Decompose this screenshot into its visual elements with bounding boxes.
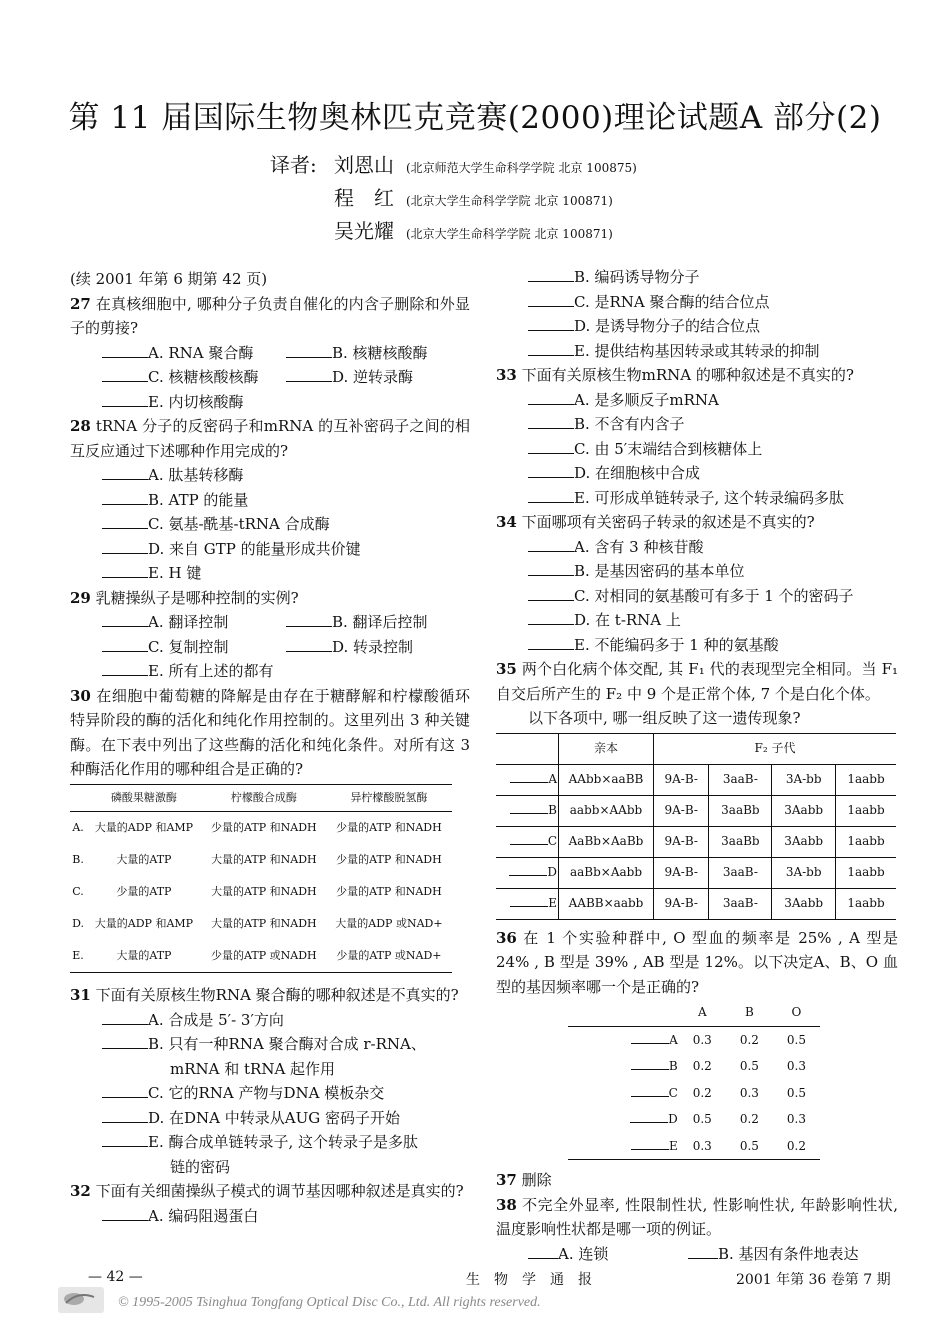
table-cell: A xyxy=(496,764,559,795)
table-row[interactable] xyxy=(568,1026,820,1053)
option-a[interactable]: A. 肽基转移酶 xyxy=(70,463,470,488)
page-title: 第 11 届国际生物奥林匹克竞赛(2000)理论试题A 部分(2) xyxy=(68,100,882,136)
right-column xyxy=(496,265,898,1266)
option-a[interactable]: A. RNA 聚合酶 xyxy=(102,341,286,366)
table-header: B xyxy=(726,999,773,1026)
table-cell: 0.5 xyxy=(786,1032,806,1047)
option-a[interactable]: A. 翻译控制 xyxy=(102,610,286,635)
table-cell: 3aaB- xyxy=(709,857,772,888)
table-row[interactable] xyxy=(568,1080,820,1107)
table-cell: 9A-B- xyxy=(654,857,709,888)
author-row xyxy=(270,150,637,183)
table-cell: B xyxy=(568,1053,679,1080)
table-cell: 大量的ADP 或NAD+ xyxy=(335,916,443,930)
table-cell: C xyxy=(568,1080,679,1107)
option-d[interactable]: D. 逆转录酶 xyxy=(286,365,470,390)
option-e-continued: 链的密码 xyxy=(170,1157,231,1176)
option-c[interactable]: C. 核糖核酸核酶 xyxy=(102,365,286,390)
option-b[interactable]: B. 基因有条件地表达 xyxy=(688,1242,890,1267)
table-cell: 大量的ADP 和AMP xyxy=(94,916,194,930)
question-number: 37 xyxy=(496,1171,517,1189)
question-text: 在真核细胞中, 哪种分子负责自催化的内含子删除和外显子的剪接? xyxy=(70,294,470,337)
author-name: 程 红 xyxy=(334,186,394,210)
table-row[interactable] xyxy=(496,826,896,857)
table-cell: 大量的ATP 和NADH xyxy=(211,884,317,898)
table-cell: 3aaB- xyxy=(709,888,772,919)
option-e[interactable]: E. H 键 xyxy=(70,561,470,586)
table-cell: D xyxy=(496,857,559,888)
table-row[interactable] xyxy=(568,1106,820,1133)
table-cell: 0.5 xyxy=(726,1133,773,1160)
author-row xyxy=(270,183,637,216)
question-text: 在 1 个实验种群中, O 型血的频率是 25% , A 型是 24% , B 型是 39% , AB 型是 12%。以下决定A、B、O 血型的基因频率哪一个是正确的? xyxy=(496,928,898,996)
option-b-continued: mRNA 和 tRNA 起作用 xyxy=(170,1059,336,1078)
option-a[interactable]: A. 含有 3 种核苷酸 xyxy=(496,535,898,560)
table-header-row xyxy=(496,733,896,764)
question-text: tRNA 分子的反密码子和mRNA 的互补密码子之间的相互反应通过下述哪种作用完成的? xyxy=(70,417,470,460)
question-28 xyxy=(70,414,470,463)
question-29 xyxy=(70,586,470,611)
option-e[interactable]: E. 提供结构基因转录或其转录的抑制 xyxy=(496,339,898,364)
question-32 xyxy=(70,1179,470,1204)
table-row[interactable] xyxy=(70,844,452,876)
table-row[interactable] xyxy=(496,795,896,826)
table-cell: 0.3 xyxy=(786,1059,806,1073)
table-cell: 少量的ATP 或NADH xyxy=(202,940,326,973)
allele-frequency-table xyxy=(568,999,820,1160)
continued-note: (续 2001 年第 6 期第 42 页) xyxy=(70,270,268,288)
author-block xyxy=(270,150,637,249)
question-text: 在细胞中葡萄糖的降解是由存在于糖酵解和柠檬酸循环特异阶段的酶的活化和纯化作用控制的。这里列出 3 种关键酶。在下表中列出了这些酶的活化和纯化条件。对所有这 3 种酶活化作用的哪种组合是正确的? xyxy=(70,686,470,778)
option-a[interactable]: A. 编码阻遏蛋白 xyxy=(70,1204,470,1229)
author-name: 刘恩山 xyxy=(334,153,394,177)
option-c[interactable]: C. 它的RNA 产物与DNA 模板杂交 xyxy=(70,1081,470,1106)
option-e[interactable]: E. 可形成单链转录子, 这个转录编码多肽 xyxy=(496,486,898,511)
genetics-table xyxy=(496,733,896,920)
issue-info: 2001 年第 36 卷第 7 期 xyxy=(736,1272,891,1288)
question-number: 36 xyxy=(496,928,517,947)
question-text: 两个白化病个体交配, 其 F₁ 代的表现型完全相同。当 F₁ 自交后所产生的 F₂ 中 9 个是正常个体, 7 个是白化个体。 xyxy=(496,660,898,703)
table-cell: 0.3 xyxy=(786,1112,806,1126)
question-number: 27 xyxy=(70,294,91,313)
table-cell: 1aabb xyxy=(835,857,896,888)
option-row xyxy=(70,610,470,635)
table-header-row xyxy=(568,999,820,1026)
option-a[interactable]: A. 合成是 5′- 3′方向 xyxy=(70,1008,470,1033)
question-text: 下面有关原核生物RNA 聚合酶的哪种叙述是不真实的? xyxy=(90,986,459,1004)
option-c[interactable]: C. 复制控制 xyxy=(102,635,286,660)
page-number: — 42 — xyxy=(88,1269,143,1285)
table-cell: AAbb×aaBB xyxy=(559,764,654,795)
table-cell: 大量的ATP 和NADH xyxy=(211,916,317,930)
question-number: 38 xyxy=(496,1195,517,1214)
option-d[interactable]: D. 在细胞核中合成 xyxy=(496,461,898,486)
table-cell: 0.5 xyxy=(739,1059,759,1073)
table-cell: 9A-B- xyxy=(654,826,709,857)
table-cell: 3aaB- xyxy=(709,764,772,795)
table-header: O xyxy=(773,999,820,1026)
table-cell: 9A-B- xyxy=(654,764,709,795)
table-header: 磷酸果糖激酶 xyxy=(86,784,202,812)
table-cell: AABB×aabb xyxy=(559,888,654,919)
option-row xyxy=(496,1242,898,1267)
table-cell: 0.2 xyxy=(739,1032,759,1047)
option-d[interactable]: D. 转录控制 xyxy=(286,635,470,660)
table-cell: 少量的ATP xyxy=(116,884,172,898)
question-30 xyxy=(70,684,470,782)
table-row[interactable] xyxy=(496,857,896,888)
left-column xyxy=(70,267,470,1228)
table-cell: 0.2 xyxy=(739,1112,759,1126)
table-cell: D. xyxy=(72,916,84,930)
table-cell: 少量的ATP 和NADH xyxy=(336,820,442,834)
table-header: 柠檬酸合成酶 xyxy=(202,784,326,812)
question-number: 33 xyxy=(496,366,517,384)
question-text: 下面哪项有关密码子转录的叙述是不真实的? xyxy=(516,513,815,531)
table-cell: 3aaBb xyxy=(709,795,772,826)
option-b[interactable]: B. ATP 的能量 xyxy=(70,488,470,513)
table-cell: 3A-bb xyxy=(772,857,836,888)
option-e[interactable]: E. 内切核酸酶 xyxy=(70,390,470,415)
option-d[interactable]: D. 在 t-RNA 上 xyxy=(496,608,898,633)
question-38 xyxy=(496,1193,898,1242)
table-row[interactable] xyxy=(568,1053,820,1080)
question-27 xyxy=(70,292,470,341)
option-row xyxy=(70,341,470,366)
question-text: 下面有关细菌操纵子模式的调节基因哪种叙述是真实的? xyxy=(90,1182,464,1200)
option-e[interactable]: E. 所有上述的都有 xyxy=(70,659,470,684)
option-b[interactable]: B. 不含有内含子 xyxy=(496,412,898,437)
table-cell: A xyxy=(568,1026,679,1053)
table-cell: 大量的ATP xyxy=(116,852,172,866)
translator-label: 译者: xyxy=(270,153,317,177)
option-b[interactable]: B. 翻译后控制 xyxy=(286,610,470,635)
table-cell: 1aabb xyxy=(835,795,896,826)
option-c[interactable]: C. 是RNA 聚合酶的结合位点 xyxy=(496,290,898,315)
table-cell: C. xyxy=(72,884,84,898)
option-a[interactable]: A. 连锁 xyxy=(528,1242,688,1267)
question-33 xyxy=(496,363,898,388)
table-cell: 3Aabb xyxy=(772,795,836,826)
table-cell: 0.3 xyxy=(739,1085,759,1100)
question-text: 不完全外显率, 性限制性状, 性影响性状, 年龄影响性状, 温度影响性状都是哪一项的例证。 xyxy=(496,1195,898,1238)
table-cell: B xyxy=(496,795,559,826)
option-e[interactable]: E. 酶合成单链转录子, 这个转录子是多肽 xyxy=(70,1130,470,1155)
table-cell: 1aabb xyxy=(835,826,896,857)
option-b[interactable]: B. 是基因密码的基本单位 xyxy=(496,559,898,584)
table-row[interactable] xyxy=(70,940,452,973)
question-37 xyxy=(496,1168,898,1193)
table-cell: C xyxy=(496,826,559,857)
table-row[interactable] xyxy=(70,812,452,845)
copyright-notice: © 1995-2005 Tsinghua Tongfang Optical Disc Co., Ltd. All rights reserved. xyxy=(118,1295,541,1310)
option-a[interactable]: A. 是多顺反子mRNA xyxy=(496,388,898,413)
option-b[interactable]: B. 核糖核酸酶 xyxy=(286,341,470,366)
table-cell: 大量的ATP 和NADH xyxy=(211,852,317,866)
table-cell: 3A-bb xyxy=(772,764,836,795)
table-cell: 0.2 xyxy=(692,1085,712,1100)
table-cell: E xyxy=(568,1133,679,1160)
table-row[interactable] xyxy=(568,1133,820,1160)
table-cell: 大量的ADP 和AMP xyxy=(94,820,194,834)
table-cell: 0.3 xyxy=(679,1133,726,1160)
table-cell: 0.5 xyxy=(692,1112,712,1126)
table-header: A xyxy=(679,999,726,1026)
option-b[interactable]: B. 编码诱导物分子 xyxy=(496,265,898,290)
question-number: 32 xyxy=(70,1182,91,1200)
table-header xyxy=(70,784,86,812)
table-cell: 少量的ATP 和NADH xyxy=(211,820,317,834)
table-cell: 9A-B- xyxy=(654,888,709,919)
author-affiliation: (北京师范大学生命科学学院 北京 100875) xyxy=(406,161,637,175)
question-31 xyxy=(70,983,470,1008)
table-cell: 9A-B- xyxy=(654,795,709,826)
table-header: 异柠檬酸脱氢酶 xyxy=(326,784,452,812)
table-cell: E. xyxy=(70,940,86,973)
option-c[interactable]: C. 对相同的氨基酸可有多于 1 个的密码子 xyxy=(496,584,898,609)
question-number: 29 xyxy=(70,588,91,607)
table-cell: A. xyxy=(72,820,84,834)
table-cell: 0.2 xyxy=(773,1133,820,1160)
table-cell: 3Aabb xyxy=(772,826,836,857)
table-header-row xyxy=(70,784,452,812)
table-cell: 0.3 xyxy=(692,1032,712,1047)
table-cell: 0.5 xyxy=(786,1085,806,1100)
question-36 xyxy=(496,926,898,1000)
journal-name: 生 物 学 通 报 xyxy=(466,1272,592,1288)
table-cell: 1aabb xyxy=(835,764,896,795)
question-number: 30 xyxy=(70,686,91,705)
question-number: 35 xyxy=(496,660,517,678)
table-header: 亲本 xyxy=(559,733,654,764)
option-row xyxy=(70,365,470,390)
option-d[interactable]: D. 是诱导物分子的结合位点 xyxy=(496,314,898,339)
table-cell: 少量的ATP 或NAD+ xyxy=(326,940,452,973)
author-affiliation: (北京大学生命科学学院 北京 100871) xyxy=(406,227,613,241)
option-row xyxy=(70,635,470,660)
option-b[interactable]: B. 只有一种RNA 聚合酶对合成 r-RNA、 xyxy=(70,1032,470,1057)
table-row[interactable] xyxy=(70,876,452,908)
question-number: 34 xyxy=(496,513,517,531)
table-cell: E xyxy=(496,888,559,919)
option-c[interactable]: C. 由 5′末端结合到核糖体上 xyxy=(496,437,898,462)
table-cell: aabb×AAbb xyxy=(559,795,654,826)
question-number: 28 xyxy=(70,417,91,435)
option-d[interactable]: D. 来自 GTP 的能量形成共价键 xyxy=(70,537,470,562)
table-cell: 少量的ATP 和NADH xyxy=(336,884,442,898)
option-e[interactable]: E. 不能编码多于 1 种的氨基酸 xyxy=(496,633,898,658)
table-cell: B. xyxy=(72,852,84,866)
table-header xyxy=(568,999,679,1026)
table-cell: 3aaBb xyxy=(709,826,772,857)
table-row[interactable] xyxy=(496,888,896,919)
table-cell: 3Aabb xyxy=(772,888,836,919)
table-cell: AaBb×AaBb xyxy=(559,826,654,857)
question-number: 31 xyxy=(70,986,91,1004)
table-cell: D xyxy=(568,1106,679,1133)
question-text: 删除 xyxy=(516,1171,552,1189)
table-header: F₂ 子代 xyxy=(654,733,897,764)
table-header xyxy=(496,733,559,764)
author-row xyxy=(270,216,637,249)
question-34 xyxy=(496,510,898,535)
author-name: 吴光耀 xyxy=(334,219,394,243)
table-cell: 大量的ATP xyxy=(86,940,202,973)
question-subtext: 以下各项中, 哪一组反映了这一遗传现象? xyxy=(528,709,801,727)
enzyme-table xyxy=(70,784,452,974)
table-cell: aaBb×Aabb xyxy=(559,857,654,888)
table-cell: 0.2 xyxy=(692,1059,712,1073)
table-cell: 少量的ATP 和NADH xyxy=(336,852,442,866)
question-text: 乳糖操纵子是哪种控制的实例? xyxy=(90,588,299,607)
option-d[interactable]: D. 在DNA 中转录从AUG 密码子开始 xyxy=(70,1106,470,1131)
author-affiliation: (北京大学生命科学学院 北京 100871) xyxy=(406,194,613,208)
question-text: 下面有关原核生物mRNA 的哪种叙述是不真实的? xyxy=(516,366,854,384)
option-c[interactable]: C. 氨基-酰基-tRNA 合成酶 xyxy=(70,512,470,537)
table-row[interactable] xyxy=(496,764,896,795)
publisher-logo-icon xyxy=(58,1287,104,1313)
table-row[interactable] xyxy=(70,908,452,940)
question-35 xyxy=(496,657,898,706)
table-cell: 1aabb xyxy=(835,888,896,919)
